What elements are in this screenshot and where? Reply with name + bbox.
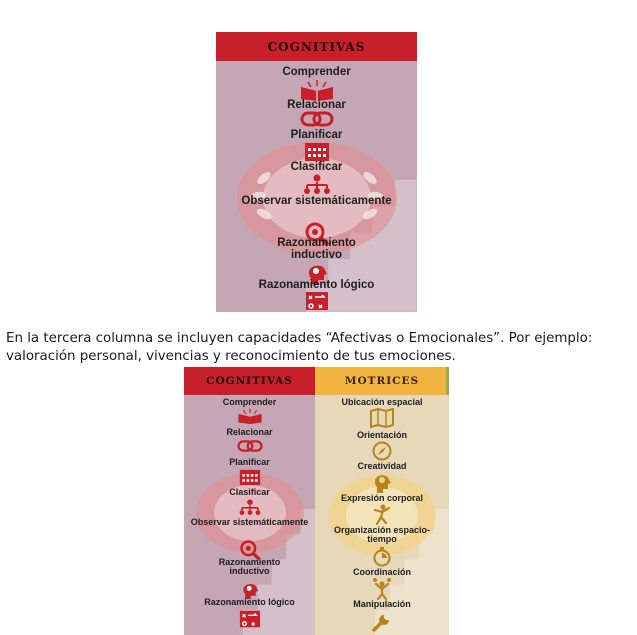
wrench-icon <box>371 611 393 633</box>
mot-item-creatividad: Creatividad <box>357 461 407 471</box>
hierarchy-icon <box>302 174 332 194</box>
calendar-icon <box>239 469 261 486</box>
hierarchy-icon <box>238 499 262 515</box>
chain-link-icon <box>300 111 334 127</box>
open-book-icon <box>298 79 336 101</box>
body-paragraph <box>6 330 634 366</box>
cognitivas-header: COGNITIVAS <box>216 32 417 61</box>
mot-item-coordinacion: Coordinación <box>353 567 411 577</box>
cog-item-comprender: Comprender <box>222 397 277 407</box>
motrices-column <box>315 367 449 635</box>
map-icon <box>369 408 395 428</box>
item-clasificar: Clasificar <box>290 161 343 173</box>
cognitivas-poster-top <box>216 32 417 312</box>
head-lightbulb-icon <box>372 472 392 494</box>
mot-item-manipulacion: Manipulación <box>353 599 411 609</box>
cog-item-razonamiento-inductivo: Razonamiento inductivo <box>218 557 281 577</box>
item-relacionar: Relacionar <box>287 99 346 111</box>
mot-item-ubicacion-espacial: Ubicación espacial <box>341 397 423 407</box>
strategy-board-icon <box>239 609 261 629</box>
cog-item-relacionar: Relacionar <box>226 427 273 437</box>
column-edge <box>446 367 449 395</box>
calendar-icon <box>304 142 330 162</box>
cognitivas-column-header: COGNITIVAS <box>184 367 315 395</box>
cognitivas-column <box>184 367 315 635</box>
stopwatch-icon <box>373 547 391 567</box>
juggler-icon <box>372 578 392 600</box>
item-comprender: Comprender <box>282 66 351 78</box>
chain-link-icon <box>237 439 263 453</box>
item-razonamiento-logico: Razonamiento lógico <box>258 279 375 291</box>
paragraph-line-1: En la tercera columna se incluyen capacidades “Afectivas o Emocionales”. Por ejemplo: <box>6 331 593 346</box>
open-book-icon <box>236 408 264 424</box>
motrices-column-header: MOTRICES <box>315 367 449 395</box>
cog-item-razonamiento-logico: Razonamiento lógico <box>204 597 295 607</box>
item-observar: Observar sistemáticamente <box>241 195 392 207</box>
strategy-board-icon <box>305 291 329 311</box>
mot-item-organizacion: Organización espacio- tiempo <box>333 525 431 545</box>
dancer-icon <box>372 504 392 526</box>
cog-item-clasificar: Clasificar <box>229 487 270 497</box>
mot-item-orientacion: Orientación <box>356 430 407 440</box>
paragraph-line-2: valoración personal, vivencias y reconocimiento de tus emociones. <box>6 349 456 364</box>
item-planificar: Planificar <box>290 129 343 141</box>
cog-item-planificar: Planificar <box>229 457 270 467</box>
item-razonamiento-inductivo: Razonamiento inductivo <box>277 237 356 261</box>
mot-item-expresion-corporal: Expresión corporal <box>340 493 424 503</box>
cog-item-observar: Observar sistemáticamente <box>190 517 309 527</box>
compass-icon <box>372 441 392 461</box>
